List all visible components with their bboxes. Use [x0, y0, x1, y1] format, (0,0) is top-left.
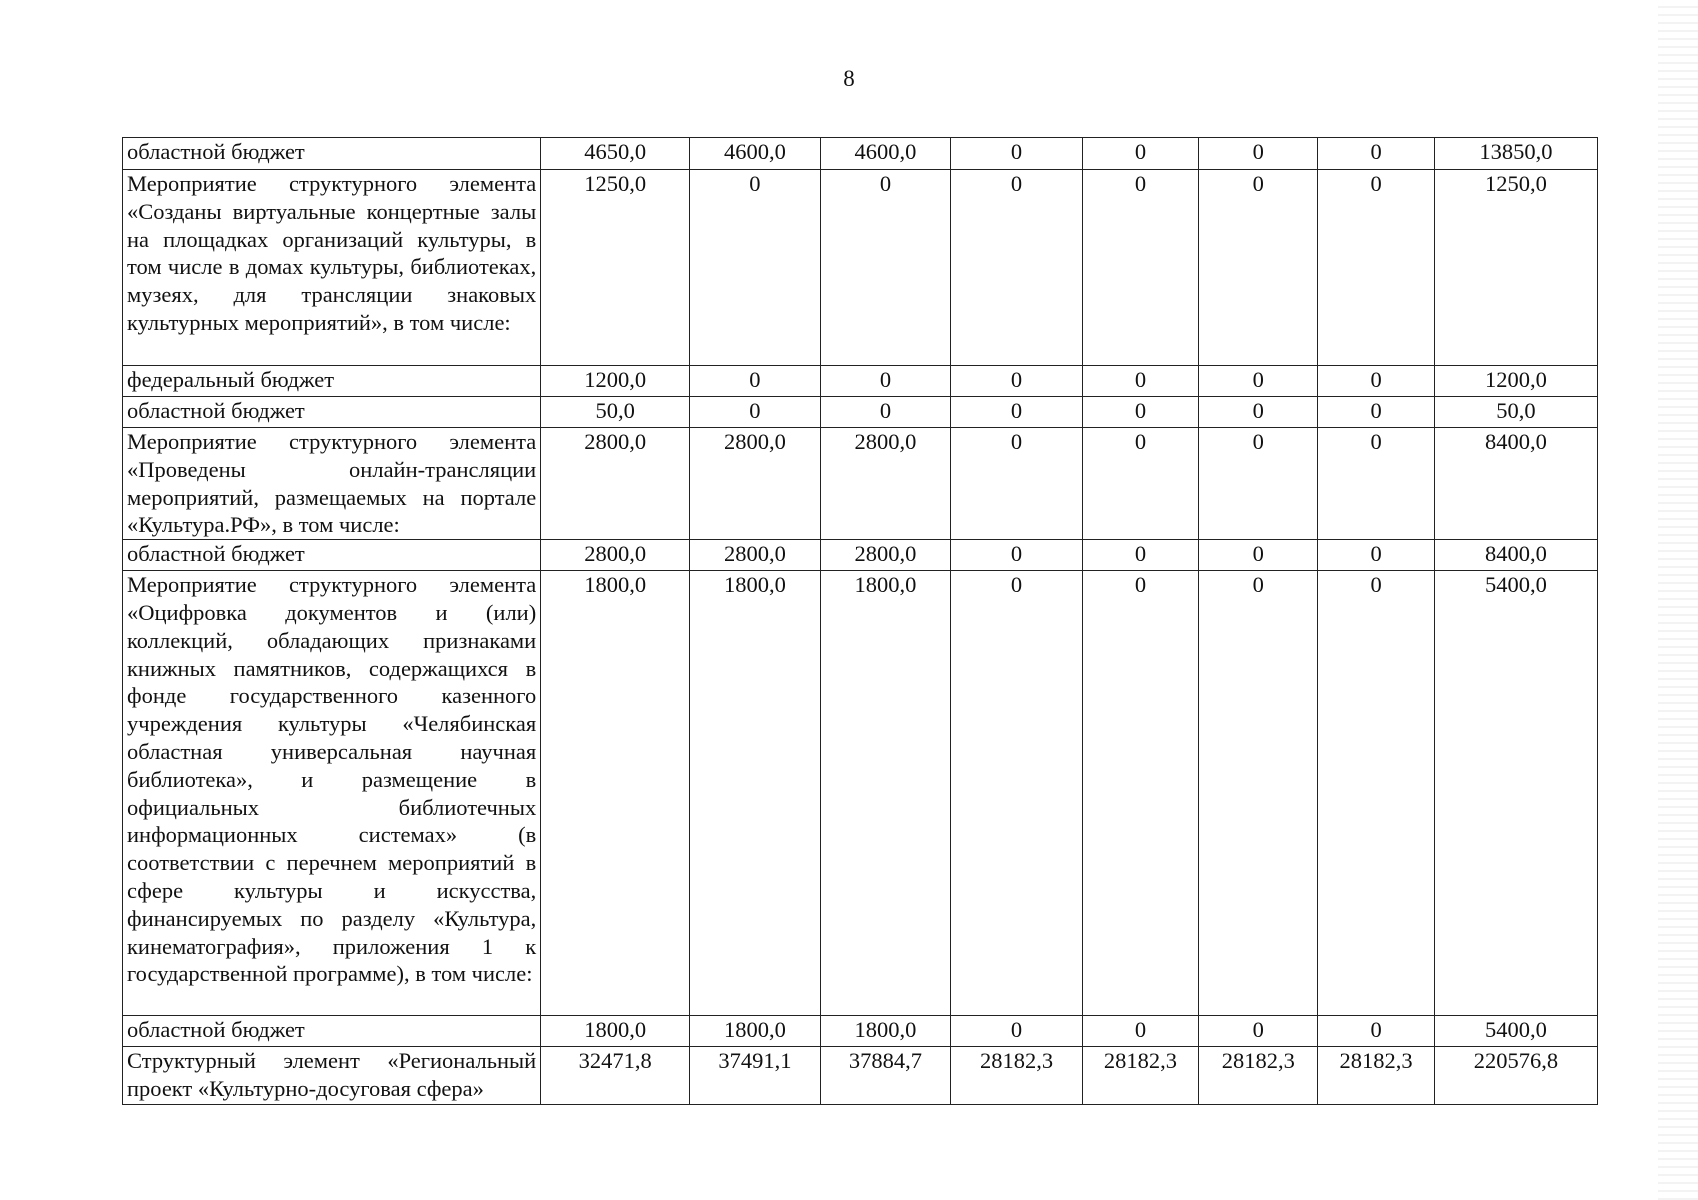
value-cell: 1800,0: [820, 1016, 951, 1047]
row-label: областной бюджет: [123, 540, 541, 571]
row-label: областной бюджет: [123, 1016, 541, 1047]
value-cell: 0: [1318, 366, 1434, 397]
row-label: Мероприятие структурного элемента «Проведены онлайн-трансляции мероприятий, размещаемых на портале «Культура.РФ», в том числе:: [123, 428, 541, 540]
value-cell: 4650,0: [541, 138, 690, 170]
value-cell: 0: [1082, 428, 1198, 540]
value-cell: 1200,0: [1434, 366, 1597, 397]
value-cell: 2800,0: [690, 540, 821, 571]
value-cell: 4600,0: [820, 138, 951, 170]
table-row: [123, 138, 1598, 170]
value-cell: 1250,0: [1434, 170, 1597, 366]
value-cell: 0: [1318, 397, 1434, 428]
value-cell: 0: [951, 138, 1083, 170]
value-cell: 0: [1318, 540, 1434, 571]
scan-edge-artifact: [1658, 0, 1698, 1200]
row-label: областной бюджет: [123, 138, 541, 170]
value-cell: 37491,1: [690, 1047, 821, 1105]
table-row: [123, 366, 1598, 397]
value-cell: 0: [1318, 170, 1434, 366]
page-number: 8: [843, 66, 855, 91]
value-cell: 0: [1199, 1016, 1318, 1047]
value-cell: 0: [1318, 138, 1434, 170]
table-row: [123, 1047, 1598, 1105]
row-label: Структурный элемент «Региональный проект «Культурно-досуговая сфера»: [123, 1047, 541, 1105]
value-cell: 0: [1082, 138, 1198, 170]
table-row: [123, 428, 1598, 540]
value-cell: 8400,0: [1434, 428, 1597, 540]
value-cell: 8400,0: [1434, 540, 1597, 571]
value-cell: 0: [1199, 540, 1318, 571]
value-cell: 1250,0: [541, 170, 690, 366]
value-cell: 2800,0: [541, 540, 690, 571]
value-cell: 2800,0: [820, 540, 951, 571]
value-cell: 5400,0: [1434, 571, 1597, 1016]
value-cell: 0: [1318, 571, 1434, 1016]
value-cell: 0: [1082, 397, 1198, 428]
value-cell: 32471,8: [541, 1047, 690, 1105]
value-cell: 0: [951, 366, 1083, 397]
value-cell: 37884,7: [820, 1047, 951, 1105]
value-cell: 0: [951, 397, 1083, 428]
value-cell: 1200,0: [541, 366, 690, 397]
value-cell: 0: [1199, 366, 1318, 397]
value-cell: 28182,3: [1199, 1047, 1318, 1105]
value-cell: 0: [1199, 170, 1318, 366]
table-row: [123, 571, 1598, 1016]
value-cell: 0: [820, 397, 951, 428]
value-cell: 50,0: [541, 397, 690, 428]
budget-table: [122, 137, 1598, 1105]
value-cell: 220576,8: [1434, 1047, 1597, 1105]
value-cell: 4600,0: [690, 138, 821, 170]
row-label: Мероприятие структурного элемента «Оцифровка документов и (или) коллекций, обладающих признаками книжных памятников, содержащихся в фонде государственного казенного учреждения культуры «Челябинская областная универсальная научная библиотека», и размещение в официальных библиотечных информационных системах» (в соответствии с перечнем мероприятий в сфере культуры и искусства, финансируемых по разделу «Культура, кинематография», приложения 1 к государственной программе), в том числе:: [123, 571, 541, 1016]
value-cell: 0: [951, 170, 1083, 366]
value-cell: 1800,0: [541, 571, 690, 1016]
value-cell: 0: [1318, 428, 1434, 540]
value-cell: 2800,0: [820, 428, 951, 540]
row-label: Мероприятие структурного элемента «Созданы виртуальные концертные залы на площадках организаций культуры, в том числе в домах культуры, библиотеках, музеях, для трансляции знаковых культурных мероприятий», в том числе:: [123, 170, 541, 366]
value-cell: 1800,0: [690, 1016, 821, 1047]
value-cell: 5400,0: [1434, 1016, 1597, 1047]
value-cell: 28182,3: [1318, 1047, 1434, 1105]
table-row: [123, 1016, 1598, 1047]
value-cell: 0: [1082, 540, 1198, 571]
value-cell: 0: [1082, 1016, 1198, 1047]
row-label: федеральный бюджет: [123, 366, 541, 397]
table-row: [123, 540, 1598, 571]
value-cell: 0: [1199, 428, 1318, 540]
value-cell: 0: [820, 170, 951, 366]
value-cell: 0: [951, 571, 1083, 1016]
value-cell: 0: [1318, 1016, 1434, 1047]
value-cell: 0: [951, 428, 1083, 540]
value-cell: 0: [1199, 138, 1318, 170]
value-cell: 2800,0: [690, 428, 821, 540]
value-cell: 0: [690, 397, 821, 428]
table-row: [123, 170, 1598, 366]
value-cell: 0: [951, 1016, 1083, 1047]
value-cell: 0: [690, 170, 821, 366]
value-cell: 0: [1082, 366, 1198, 397]
value-cell: 13850,0: [1434, 138, 1597, 170]
value-cell: 0: [1082, 571, 1198, 1016]
row-label: областной бюджет: [123, 397, 541, 428]
value-cell: 1800,0: [541, 1016, 690, 1047]
table-row: [123, 397, 1598, 428]
value-cell: 0: [1082, 170, 1198, 366]
value-cell: 0: [1199, 397, 1318, 428]
value-cell: 0: [951, 540, 1083, 571]
value-cell: 28182,3: [1082, 1047, 1198, 1105]
value-cell: 28182,3: [951, 1047, 1083, 1105]
value-cell: 2800,0: [541, 428, 690, 540]
value-cell: 50,0: [1434, 397, 1597, 428]
value-cell: 1800,0: [820, 571, 951, 1016]
value-cell: 0: [690, 366, 821, 397]
value-cell: 1800,0: [690, 571, 821, 1016]
value-cell: 0: [820, 366, 951, 397]
value-cell: 0: [1199, 571, 1318, 1016]
